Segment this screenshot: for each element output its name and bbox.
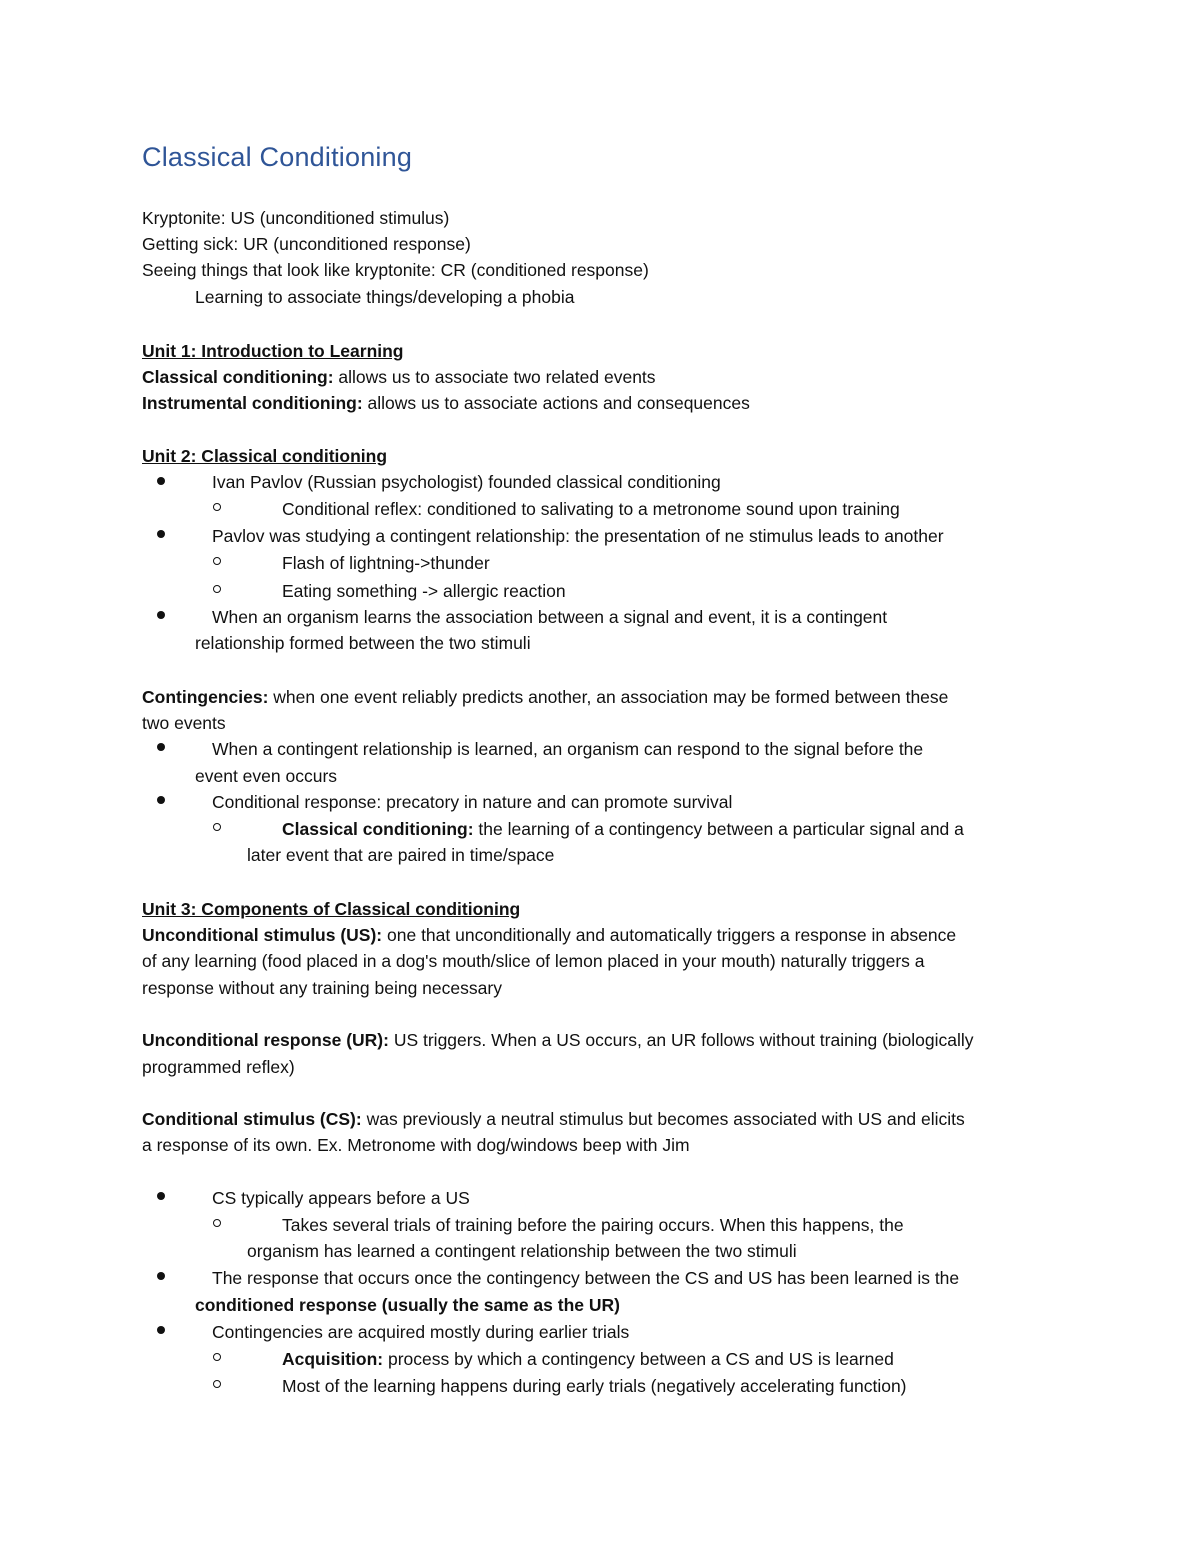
unit3-heading: Unit 3: Components of Classical conditioning [142, 899, 521, 919]
unit3-sub-bullet-1-line-1: Takes several trials of training before the pairing occurs. When this happens, the [282, 1215, 904, 1235]
unit3-ur-line-1 [142, 1027, 974, 1053]
definition: allows us to associate actions and consequences [362, 393, 750, 413]
contingencies-line-1 [142, 684, 948, 710]
unit2-bullet-3-line-2: relationship formed between the two stimuli [195, 633, 531, 653]
definition: the learning of a contingency between a particular signal and a [473, 819, 964, 839]
unit3-us-line-3: response without any training being necessary [142, 978, 502, 998]
contingencies-line-2: two events [142, 713, 226, 733]
unit2-sub-bullet-1: Conditional reflex: conditioned to salivating to a metronome sound upon training [282, 499, 900, 519]
unit3-cs-line-2: a response of its own. Ex. Metronome with dog/windows beep with Jim [142, 1135, 690, 1155]
bullet-dot-icon [157, 1326, 165, 1334]
definition: was previously a neutral stimulus but becomes associated with US and elicits [361, 1109, 965, 1129]
sub-bullet-circle-icon [213, 1380, 221, 1388]
term: Instrumental conditioning: [142, 393, 363, 413]
sub-bullet-circle-icon [213, 503, 221, 511]
sub-bullet-circle-icon [213, 1219, 221, 1227]
intro-line-4: Learning to associate things/developing a phobia [195, 287, 575, 307]
unit3-sub-bullet-2 [282, 1346, 894, 1372]
bullet-dot-icon [157, 1192, 165, 1200]
intro-line-1: Kryptonite: US (unconditioned stimulus) [142, 208, 450, 228]
definition: US triggers. When a US occurs, an UR follows without training (biologically [388, 1030, 974, 1050]
bullet-dot-icon [157, 530, 165, 538]
bullet-dot-icon [157, 611, 165, 619]
term: Conditional stimulus (CS): [142, 1109, 362, 1129]
unit3-cs-line-1 [142, 1106, 965, 1132]
unit2-heading: Unit 2: Classical conditioning [142, 446, 388, 466]
bullet-dot-icon [157, 1272, 165, 1280]
unit2-sub-bullet-3: Eating something -> allergic reaction [282, 581, 566, 601]
sub-bullet-circle-icon [213, 557, 221, 565]
unit2-bullet-2: Pavlov was studying a contingent relationship: the presentation of ne stimulus leads to another [212, 526, 944, 546]
unit1-instrumental-line [142, 390, 750, 416]
unit3-us-line-2: of any learning (food placed in a dog's mouth/slice of lemon placed in your mouth) naturally triggers a [142, 951, 925, 971]
unit2-bullet-1: Ivan Pavlov (Russian psychologist) founded classical conditioning [212, 472, 721, 492]
unit3-bullet-1: CS typically appears before a US [212, 1188, 470, 1208]
unit3-sub-bullet-3: Most of the learning happens during early trials (negatively accelerating function) [282, 1376, 907, 1396]
definition: when one event reliably predicts another, an association may be formed between these [268, 687, 949, 707]
unit1-classical-line [142, 364, 656, 390]
contingencies-bullet-2: Conditional response: precatory in nature and can promote survival [212, 792, 733, 812]
contingencies-sub-bullet-1-cont: later event that are paired in time/space [247, 845, 555, 865]
definition: process by which a contingency between a CS and US is learned [383, 1349, 894, 1369]
term: Acquisition: [282, 1349, 384, 1369]
unit3-ur-line-2: programmed reflex) [142, 1057, 295, 1077]
term: Unconditional response (UR): [142, 1030, 389, 1050]
page-title: Classical Conditioning [142, 142, 413, 172]
bullet-dot-icon [157, 477, 165, 485]
unit3-bullet-3: Contingencies are acquired mostly during earlier trials [212, 1322, 630, 1342]
unit3-bullet-2-line-1: The response that occurs once the contingency between the CS and US has been learned is the [212, 1268, 960, 1288]
term: Contingencies: [142, 687, 269, 707]
definition: allows us to associate two related events [333, 367, 656, 387]
bullet-dot-icon [157, 743, 165, 751]
term: Classical conditioning: [282, 819, 474, 839]
contingencies-sub-bullet-1 [282, 816, 964, 842]
term: Classical conditioning: [142, 367, 334, 387]
contingencies-bullet-1-line-1: When a contingent relationship is learned, an organism can respond to the signal before the [212, 739, 924, 759]
sub-bullet-circle-icon [213, 1353, 221, 1361]
unit1-heading: Unit 1: Introduction to Learning [142, 341, 404, 361]
unit2-bullet-3-line-1: When an organism learns the association between a signal and event, it is a contingent [212, 607, 888, 627]
unit3-sub-bullet-1-line-2: organism has learned a contingent relationship between the two stimuli [247, 1241, 797, 1261]
contingencies-bullet-1-line-2: event even occurs [195, 766, 338, 786]
intro-line-3: Seeing things that look like kryptonite: CR (conditioned response) [142, 260, 649, 280]
definition: one that unconditionally and automatically triggers a response in absence [382, 925, 957, 945]
sub-bullet-circle-icon [213, 585, 221, 593]
unit3-bullet-2-line-2: conditioned response (usually the same as the UR) [195, 1295, 620, 1315]
intro-line-2: Getting sick: UR (unconditioned response) [142, 234, 471, 254]
sub-bullet-circle-icon [213, 823, 221, 831]
unit2-sub-bullet-2: Flash of lightning->thunder [282, 553, 490, 573]
bullet-dot-icon [157, 796, 165, 804]
unit3-us-line-1 [142, 922, 956, 948]
term: Unconditional stimulus (US): [142, 925, 383, 945]
